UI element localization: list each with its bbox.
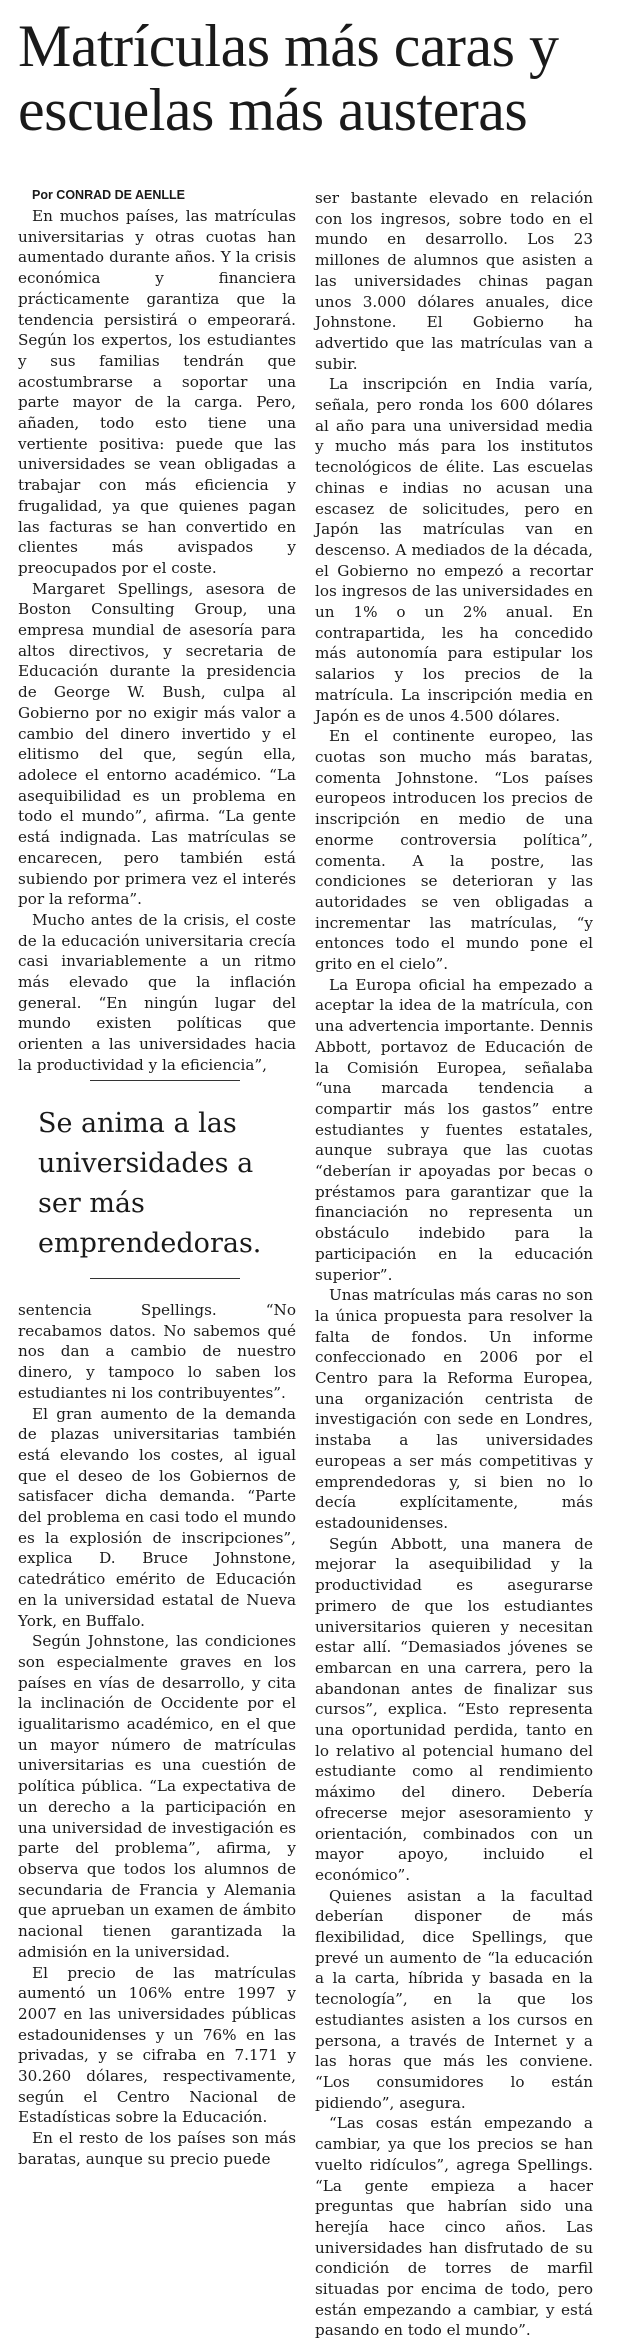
paragraph: Unas matrículas más caras no son la única propuesta para resolver la falta de fondos. Un informe confeccionado en 2006 por el Centro para la Reforma Europea, una organización centrista de investigación con sede en Londres, instaba a las universidades europeas a ser más competitivas y emprendedoras y, si bien no lo decía explícitamente, más estadounidenses. [315,1286,593,1532]
pull-quote-box [18,1080,296,1285]
left-column-bottom [18,1300,296,2170]
pull-quote: Se anima a las universidades a ser más emprendedoras. [38,1108,262,1259]
headline: Matrículas más caras y escuelas más austeras [18,13,559,143]
paragraph: La inscripción en India varía, señala, pero ronda los 600 dólares al año para una universidad media y mucho más para los institutos tecnológicos de élite. Las escuelas chinas e indias no acusan una escasez de solicitudes, pero en Japón las matrículas van en descenso. A mediados de la década, el Gobierno no empezó a recortar los ingresos de las universidades en un 1% o un 2% anual. En contrapartida, les ha concedido más autonomía para estipular los salarios y los precios de la matrícula. La inscripción media en Japón es de unos 4.500 dólares. [315,375,593,725]
paragraph: Según Johnstone, las condiciones son especialmente graves en los países en vías de desarrollo, y cita la inclinación de Occidente por el igualitarismo académico, en el que un mayor número de matrículas universitarias es una cuestión de política pública. “La expectativa de un derecho a la participación en una universidad de investigación es parte del problema”, afirma, y observa que todos los alumnos de secundaria de Francia y Alemania que aprueban un examen de ámbito nacional tienen garantizada la admisión en la universidad. [18,1632,296,1961]
paragraph: El precio de las matrículas aumentó un 106% entre 1997 y 2007 en las universidades públicas estadounidenses y un 76% en las privadas, y se cifraba en 7.171 y 30.260 dólares, respectivamente, según el Centro Nacional de Estadísticas sobre la Educación. [18,1963,296,2127]
paragraph: Quienes asistan a la facultad deberían disponer de más flexibilidad, dice Spellings, que prevé un aumento de “la educación a la carta, híbrida y basada en la tecnología”, en la que los estudiantes asisten a los cursos en persona, a través de Internet y a las horas que más les conviene. “Los consumidores lo están pidiendo”, asegura. [315,1886,593,2112]
byline: Por CONRAD DE AENLLE [32,188,186,202]
paragraph: En muchos países, las matrículas universitarias y otras cuotas han aumentado durante años. Y la crisis económica y financiera prácticamente garantiza que la tendencia persistirá o empeorará. Según los expertos, los estudiantes y sus familias tendrán que acostumbrarse a soportar una parte mayor de la carga. Pero, añaden, todo esto tiene una vertiente positiva: puede que las universidades se vean obligadas a trabajar con más eficiencia y frugalidad, ya que quienes pagan las facturas se han convertido en clientes más avispados y preocupados por el coste. [18,207,296,577]
paragraph: Según Abbott, una manera de mejorar la asequibilidad y la productividad es asegurarse primero de que los estudiantes universitarios quieren y necesitan estar allí. “Demasiados jóvenes se embarcan en una carrera, pero la abandonan antes de finalizar sus cursos”, explica. “Esto representa una oportunidad perdida, tanto en lo relativo al potencial humano del estudiante como al rendimiento máximo del dinero. Debería ofrecerse mejor asesoramiento y orientación, combinados con un mayor apoyo, incluido el económico”. [315,1534,593,1884]
paragraph: ser bastante elevado en relación con los ingresos, sobre todo en el mundo en desarrollo. Los 23 millones de alumnos que asisten a las universidades chinas pagan unos 3.000 dólares anuales, dice Johnstone. El Gobierno ha advertido que las matrículas van a subir. [315,189,593,373]
paragraph: El gran aumento de la demanda de plazas universitarias también está elevando los costes, al igual que el deseo de los Gobiernos de satisfacer dicha demanda. “Parte del problema en casi todo el mundo es la explosión de inscripciones”, explica D. Bruce Johnstone, catedrático emérito de Educación en la universidad estatal de Nueva York, en Buffalo. [18,1404,296,1630]
paragraph: En el resto de los países son más baratas, aunque su precio puede [18,2129,296,2168]
pull-quote-rule-top [90,1080,240,1081]
paragraph: La Europa oficial ha empezado a aceptar la idea de la matrícula, con una advertencia importante. Dennis Abbott, portavoz de Educación de la Comisión Europea, señalaba “una marcada tendencia a compartir más los gastos” entre estudiantes y fuentes estatales, aunque subraya que las cuotas “deberían ir apoyadas por becas o préstamos para garantizar que la financiación no representa un obstáculo indebido para la participación en la educación superior”. [315,975,593,1284]
left-column-top [18,184,296,1076]
paragraph: Margaret Spellings, asesora de Boston Consulting Group, una empresa mundial de asesoría para altos directivos, y secretaria de Educación durante la presidencia de George W. Bush, culpa al Gobierno por no exigir más valor a cambio del dinero invertido y el elitismo del que, según ella, adolece el entorno académico. “La asequibilidad es un problema en todo el mundo”, afirma. “La gente está indignada. Las matrículas se encarecen, pero también está subiendo por primera vez el interés por la reforma”. [18,579,296,909]
paragraph: Mucho antes de la crisis, el coste de la educación universitaria crecía casi invariablemente a un ritmo más elevado que la inflación general. “En ningún lugar del mundo existen políticas que orienten a las universidades hacia la productividad y la eficiencia”, [18,910,296,1074]
paragraph: “Las cosas están empezando a cambiar, ya que los precios se han vuelto ridículos”, agrega Spellings. “La gente empieza a hacer preguntas que habrían sido una herejía hace cinco años. Las universidades han disfrutado de su condición de torres de marfil situadas por encima de todo, pero están empezando a cambiar, y está pasando en todo el mundo”. [315,2114,593,2340]
paragraph: En el continente europeo, las cuotas son mucho más baratas, comenta Johnstone. “Los países europeos introducen los precios de inscripción en medio de una enorme controversia política”, comenta. A la postre, las condiciones se deterioran y las autoridades se ven obligadas a incrementar las matrículas, “y entonces todo el mundo pone el grito en el cielo”. [315,727,593,974]
right-column [315,188,593,2341]
paragraph: sentencia Spellings. “No recabamos datos. No sabemos qué nos dan a cambio de nuestro dinero, y tampoco lo saben los estudiantes ni los contribuyentes”. [18,1301,296,1402]
pull-quote-rule-bottom [90,1278,240,1279]
